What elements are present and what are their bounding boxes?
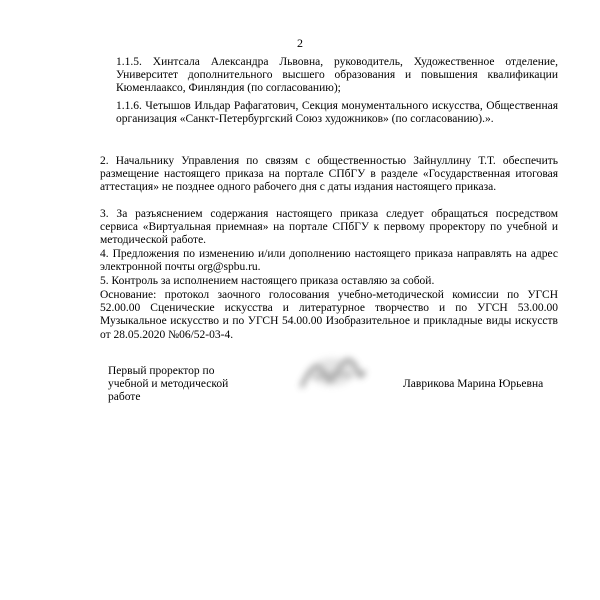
clause-2: 2. Начальнику Управления по связям с общественностью Зайнуллину Т.Т. обеспечить размещение настоящего приказа на портале СПбГУ в разделе «Государственная итоговая аттестация» не позднее одного рабочего дня с даты издания настоящего приказа.: [100, 155, 558, 194]
clause-5: 5. Контроль за исполнением настоящего приказа оставляю за собой.: [100, 275, 435, 287]
clause-1-1-5: 1.1.5. Хинтсала Александра Львовна, руководитель, Художественное отделение, Университет дополнительного высшего образования и повышения квалификации Кюменлааксо, Финляндия (по согласованию);: [116, 56, 558, 95]
signer-title: [108, 365, 268, 405]
clause-1-1-6: 1.1.6. Четышов Ильдар Рафагатович, Секция монументального искусства, Общественная организация «Санкт-Петербургский Союз художников» (по согласованию).».: [116, 100, 558, 126]
signer-title-line: работе: [108, 391, 141, 404]
signer-title-line: Первый проректор по: [108, 365, 215, 377]
page-number: 2: [297, 36, 303, 50]
signer-name: Лаврикова Марина Юрьевна: [403, 378, 544, 390]
basis-paragraph: Основание: протокол заочного голосования учебно-методической комиссии по УГСН 52.00.00 Сценические искусства и литературное творчество и по УГСН 53.00.00 Музыкальное искусство и по УГСН 54.00.00 Изобразительное и прикладные виды искусств от 28.05.2020 №06/52-03-4.: [100, 289, 558, 341]
clause-3: 3. За разъяснением содержания настоящего приказа следует обращаться посредством сервиса «Виртуальная приемная» на портале СПбГУ к первому проректору по учебной и методической работе.: [100, 208, 558, 247]
signer-title-line: учебной и методической: [108, 378, 229, 391]
clause-4: 4. Предложения по изменению и/или дополнению настоящего приказа направлять на адрес электронной почты org@spbu.ru.: [100, 248, 558, 274]
handwritten-signature: [292, 348, 372, 396]
